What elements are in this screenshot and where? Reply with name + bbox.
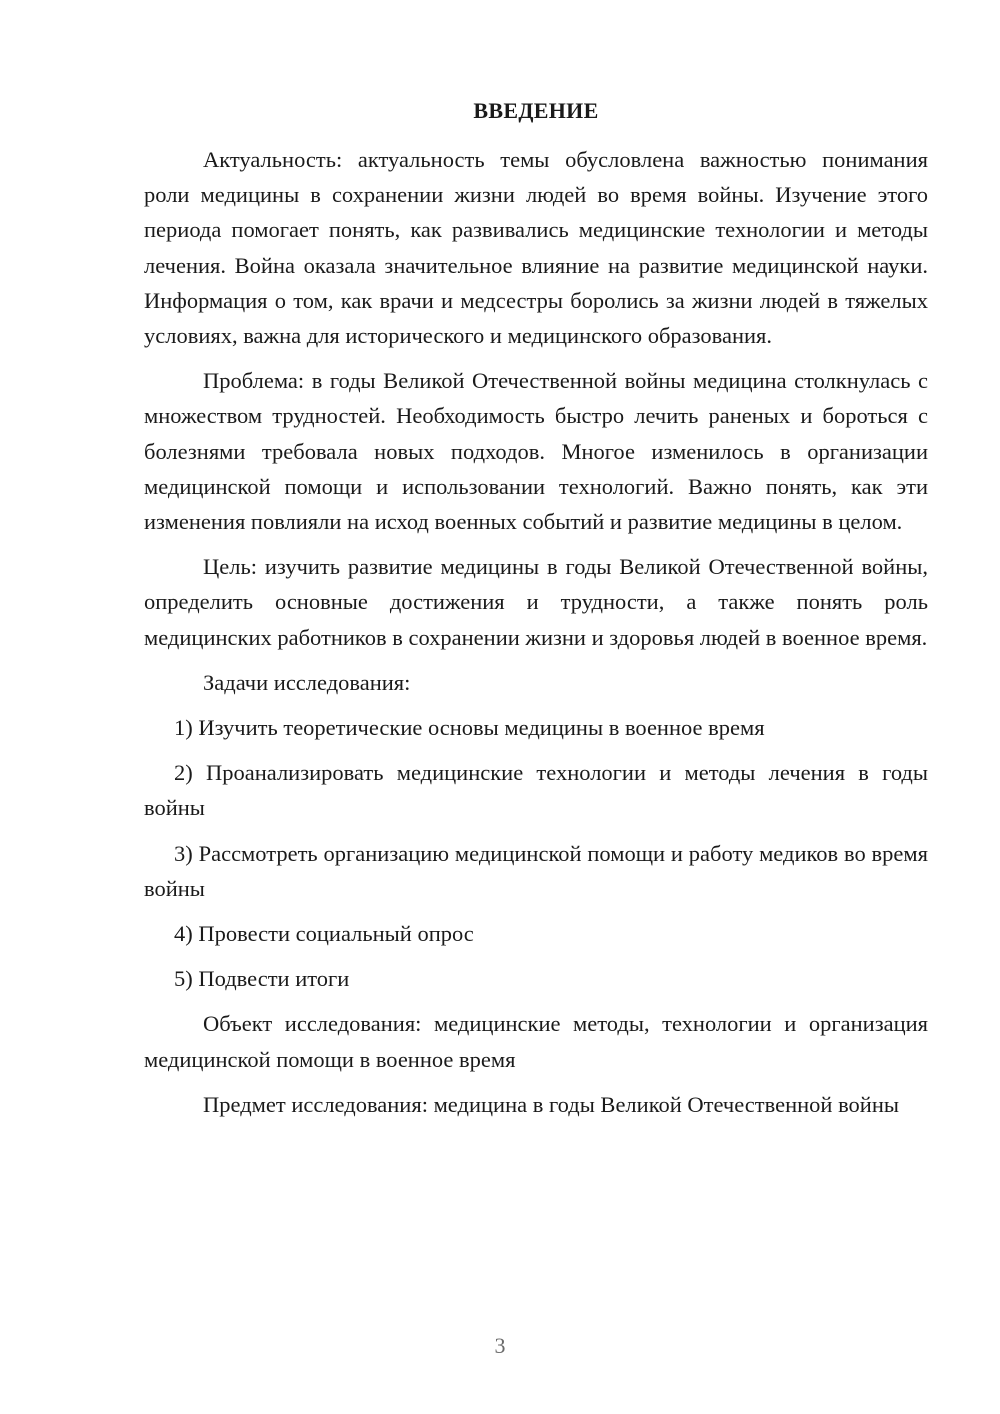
page-number: 3 — [494, 1333, 506, 1358]
relevance-paragraph: Актуальность: актуальность темы обусловлена важностью понимания роли медицины в сохранении жизни людей во время войны. Изучение этого периода помогает понять, как развивались медицинские технологии и методы лечения. Война оказала значительное влияние на развитие медицинской науки. Информация о том, как врачи и медсестры боролись за жизни людей в тяжелых условиях, важна для исторического и медицинского образования. — [144, 147, 928, 349]
section-heading: ВВЕДЕНИЕ — [473, 98, 599, 123]
object-paragraph: Объект исследования: медицинские методы, технологии и организация медицинской помощи в военное время — [144, 1011, 928, 1072]
task-item: 1) Изучить теоретические основы медицины в военное время — [174, 715, 765, 741]
section-body — [144, 142, 928, 1132]
tasks-heading: Задачи исследования: — [203, 669, 411, 695]
task-item: 3) Рассмотреть организацию медицинской помощи и работу медиков во время войны — [144, 840, 928, 901]
goal-paragraph: Цель: изучить развитие медицины в годы Великой Отечественной войны, определить основные достижения и трудности, а также понять роль медицинских работников в сохранении жизни и здоровья людей в военное время. — [144, 554, 928, 650]
subject-paragraph: Предмет исследования: медицина в годы Великой Отечественной войны — [203, 1091, 899, 1117]
tasks-list — [144, 710, 928, 996]
task-item: 4) Провести социальный опрос — [174, 921, 474, 947]
task-item: 5) Подвести итоги — [174, 966, 350, 992]
task-item: 2) Проанализировать медицинские технологии и методы лечения в годы войны — [144, 760, 928, 821]
problem-paragraph: Проблема: в годы Великой Отечественной войны медицина столкнулась с множеством трудностей. Необходимость быстро лечить раненых и бороться с болезнями требовала новых подходов. Многое изменилось в организации медицинской помощи и использовании технологий. Важно понять, как эти изменения повлияли на исход военных событий и развитие медицины в целом. — [144, 368, 928, 535]
